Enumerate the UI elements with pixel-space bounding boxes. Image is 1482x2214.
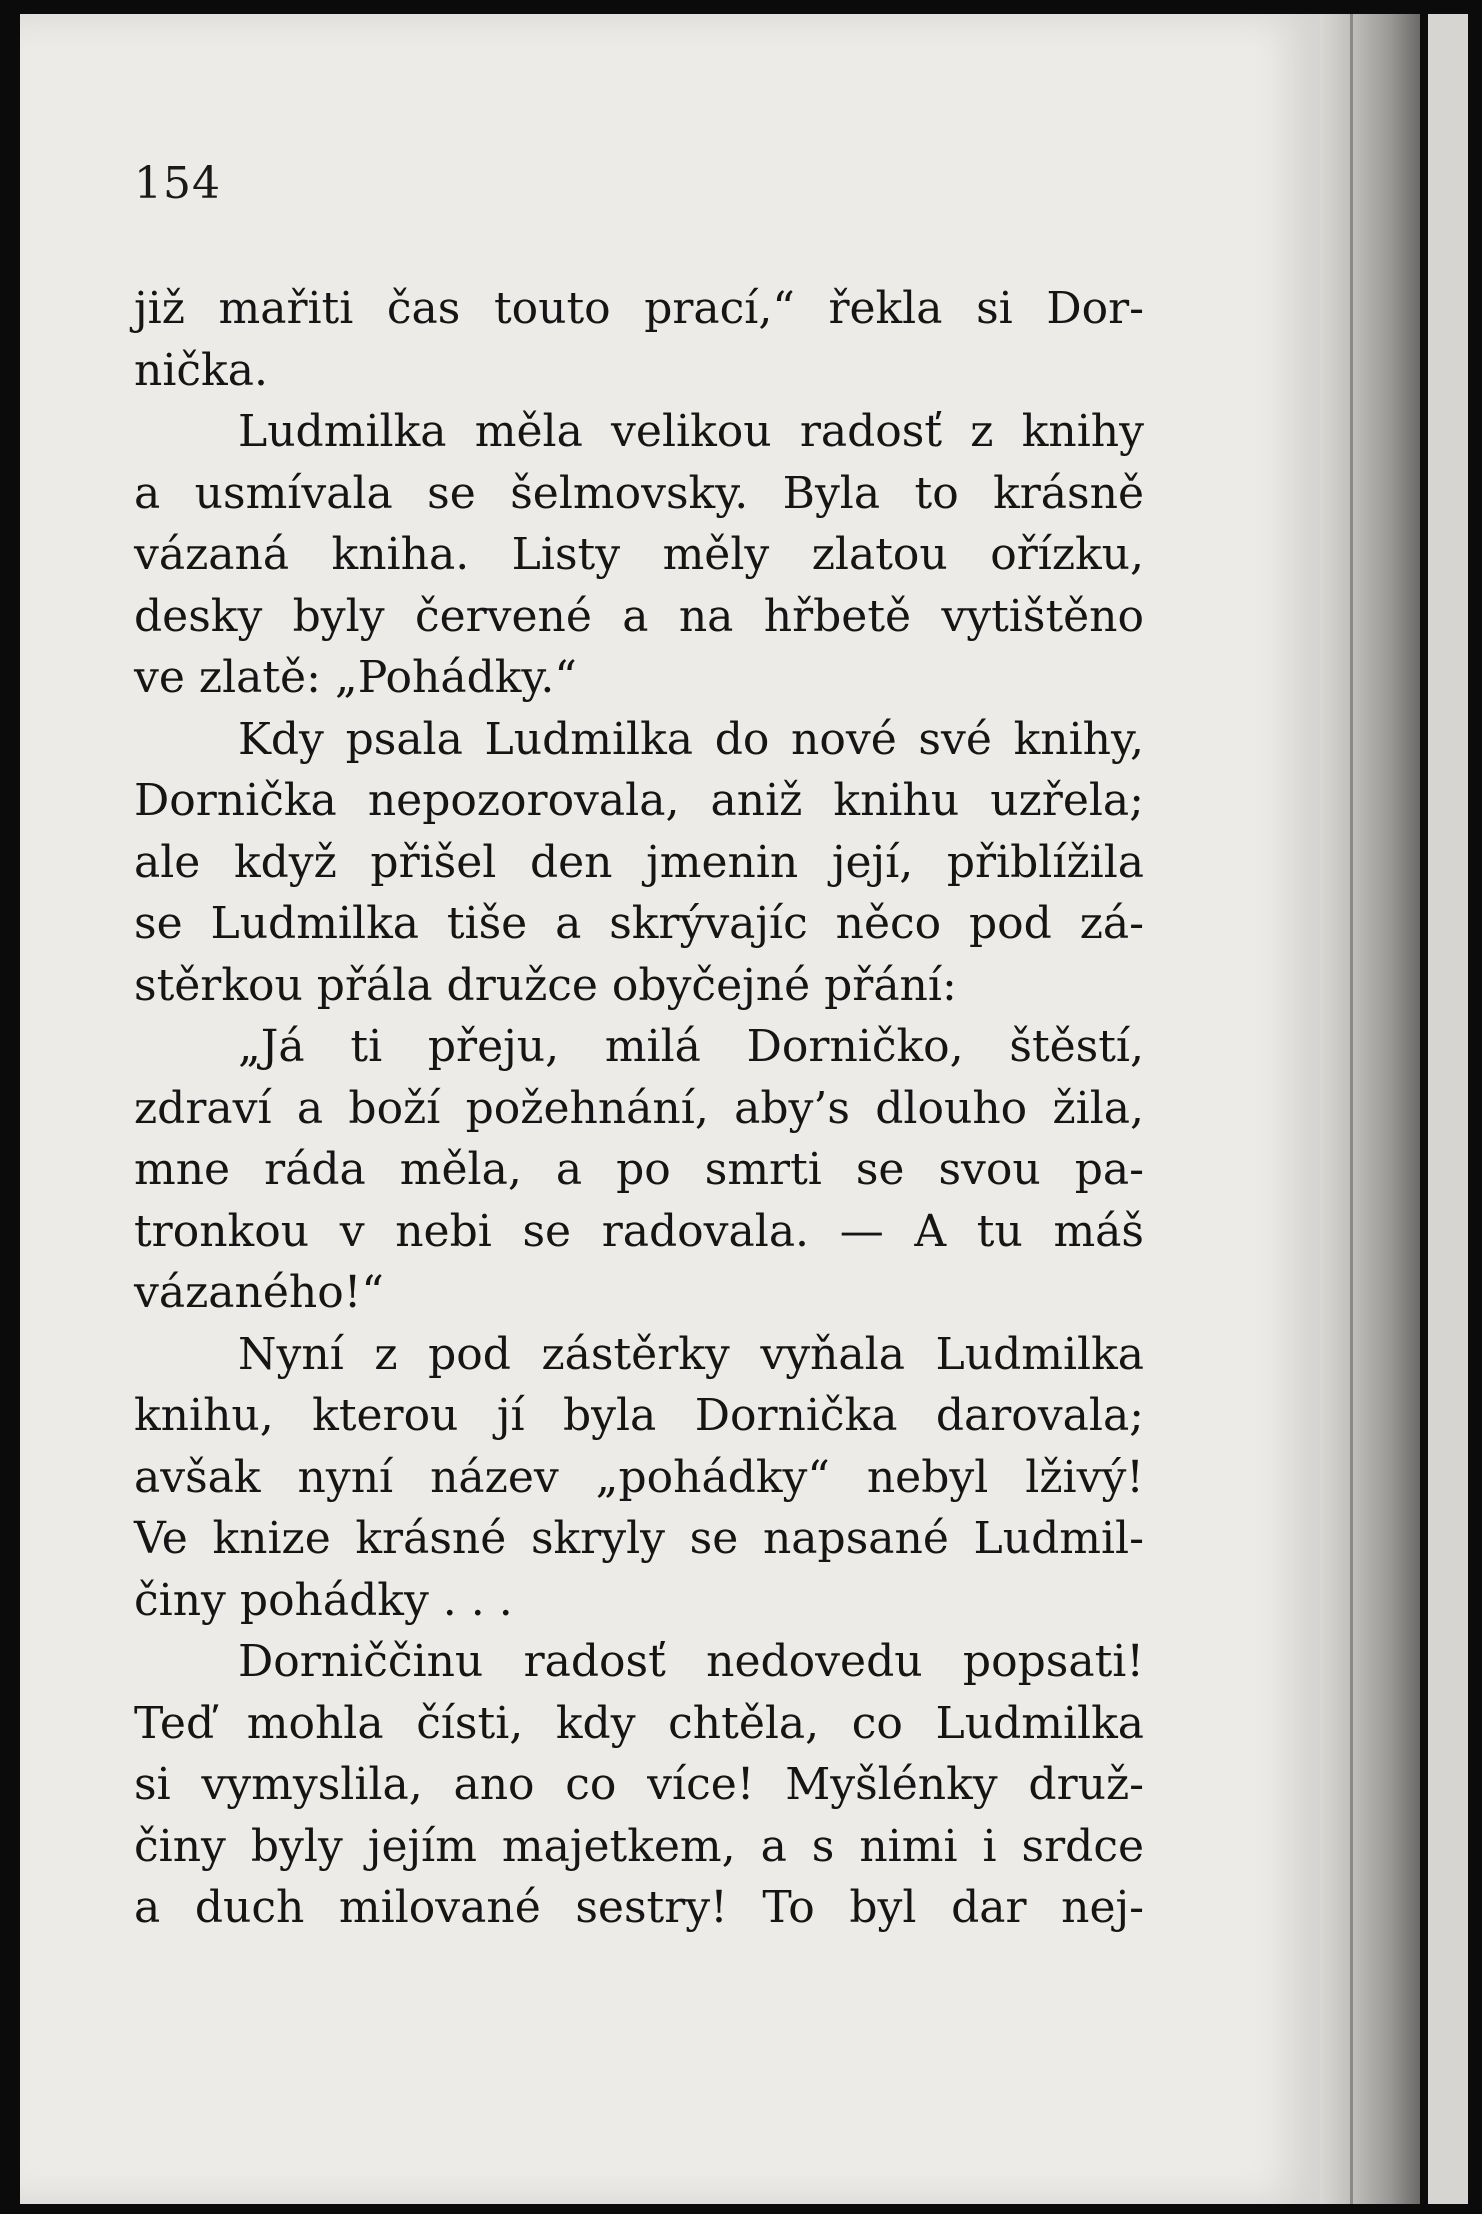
text-line: nička. bbox=[134, 344, 268, 396]
text-line: si vymyslila, ano co více! Myšlénky druž- bbox=[134, 1759, 1144, 1810]
text-line: Dorniččinu radosť nedovedu popsati! bbox=[238, 1636, 1144, 1687]
text-line: stěrkou přála družce obyčejné přání: bbox=[134, 959, 957, 1011]
text-line: činy pohádky . . . bbox=[134, 1574, 513, 1626]
body-text bbox=[134, 278, 1144, 1939]
text-line: tronkou v nebi se radovala. — A tu máš bbox=[134, 1205, 1144, 1257]
text-line: vázaná kniha. Listy měly zlatou ořízku, bbox=[134, 529, 1144, 580]
text-line: „Já ti přeju, milá Dorničko, štěstí, bbox=[238, 1021, 1144, 1072]
text-line: Teď mohla čísti, kdy chtěla, co Ludmilka bbox=[134, 1697, 1144, 1749]
text-line: avšak nyní název „pohádky“ nebyl lživý! bbox=[134, 1451, 1144, 1503]
next-page-edge bbox=[1428, 14, 1468, 2204]
text-line: Kdy psala Ludmilka do nové své knihy, bbox=[238, 713, 1144, 765]
text-line: a usmívala se šelmovsky. Byla to krásně bbox=[134, 467, 1144, 519]
text-line: ale když přišel den jmenin její, přiblížila bbox=[134, 836, 1144, 888]
text-line: Dornička nepozorovala, aniž knihu uzřela; bbox=[134, 775, 1144, 826]
text-line: se Ludmilka tiše a skrývajíc něco pod zá- bbox=[134, 898, 1144, 949]
text-line: a duch milované sestry! To byl dar nej- bbox=[134, 1882, 1144, 1933]
text-line: již mařiti čas touto prací,“ řekla si Dor- bbox=[134, 283, 1144, 334]
text-line: ve zlatě: „Pohádky.“ bbox=[134, 652, 577, 703]
text-line: vázaného!“ bbox=[134, 1267, 384, 1318]
text-line: Ludmilka měla velikou radosť z knihy bbox=[238, 406, 1144, 457]
text-line: mne ráda měla, a po smrti se svou pa- bbox=[134, 1144, 1144, 1195]
text-line: Nyní z pod zástěrky vyňala Ludmilka bbox=[238, 1328, 1144, 1380]
text-line: činy byly jejím majetkem, a s nimi i srdce bbox=[134, 1820, 1144, 1872]
page-number: 154 bbox=[134, 158, 221, 209]
text-line: zdraví a boží požehnání, aby’s dlouho žila, bbox=[134, 1082, 1144, 1134]
text-line: knihu, kterou jí byla Dornička darovala; bbox=[134, 1390, 1144, 1441]
text-line: Ve knize krásné skryly se napsané Ludmil- bbox=[134, 1513, 1144, 1564]
page-gutter bbox=[1320, 14, 1420, 2204]
text-line: desky byly červené a na hřbetě vytištěno bbox=[134, 590, 1144, 642]
